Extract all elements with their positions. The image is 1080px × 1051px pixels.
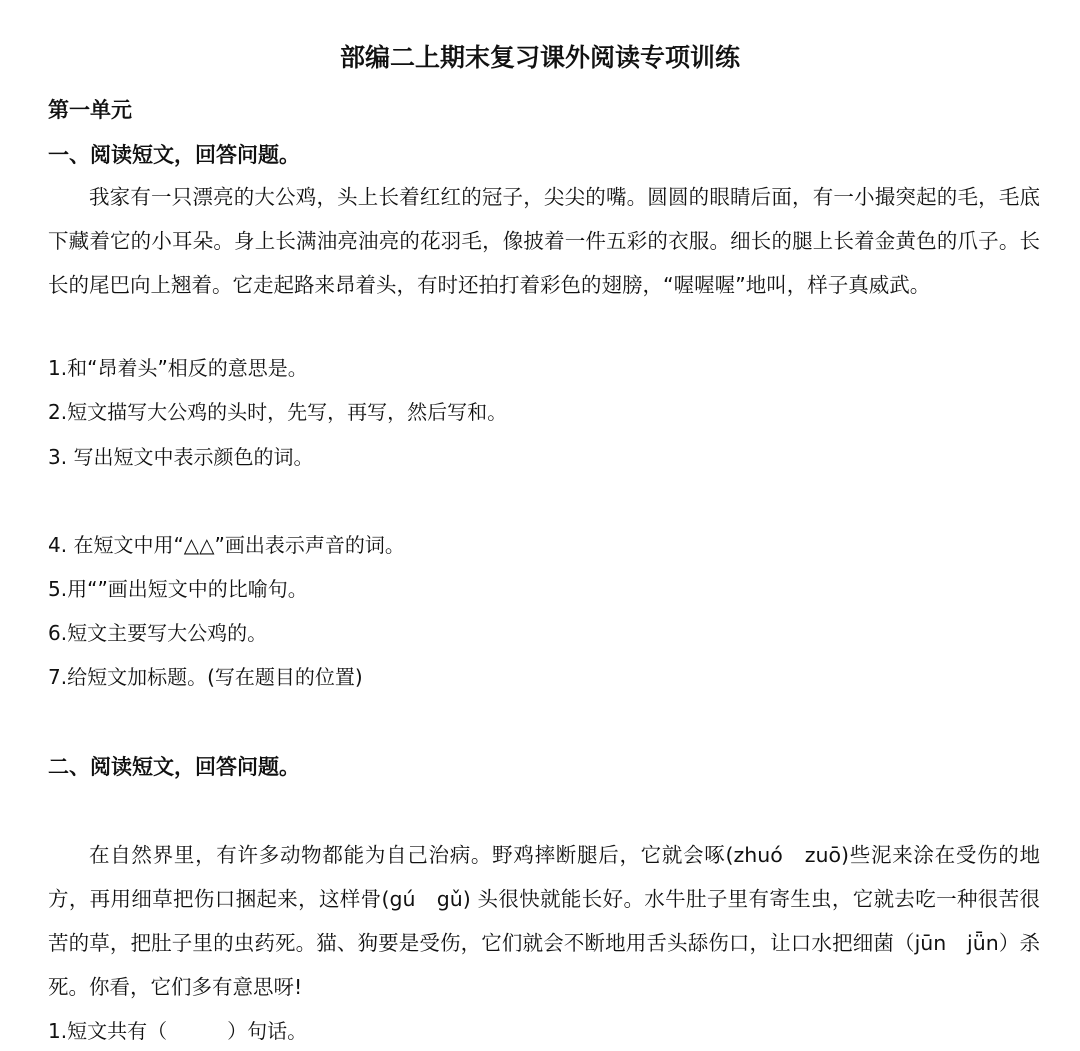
section1-question-6: 6.短文主要写大公鸡的。 xyxy=(48,621,268,645)
section1-question-4: 4. 在短文中用“△△”画出表示声音的词。 xyxy=(48,533,405,557)
section2-heading: 二、阅读短文，回答问题。 xyxy=(48,755,300,779)
section2-passage: 在自然界里，有许多动物都能为自己治病。野鸡摔断腿后，它就会啄(zhuó zuō)些泥来涂在受伤的地方，再用细草把伤口捆起来，这样骨(gú gǔ) 头很快就能长好。水牛肚子里有寄生虫，它就去吃一种很苦很苦的草，把肚子里的虫药死。猫、狗要是受伤，它们就会不断地用舌头舔伤口，让口水把细菌（jūn jǖn）杀死。你看，它们多有意思呀! xyxy=(48,843,1040,999)
unit-heading: 第一单元 xyxy=(48,98,132,122)
section1-question-3: 3. 写出短文中表示颜色的词。 xyxy=(48,445,314,469)
document-title: 部编二上期末复习课外阅读专项训练 xyxy=(339,43,740,72)
section1-question-5: 5.用“”画出短文中的比喻句。 xyxy=(48,577,308,601)
section1-heading: 一、阅读短文，回答问题。 xyxy=(48,143,300,167)
section1-passage: 我家有一只漂亮的大公鸡，头上长着红红的冠子，尖尖的嘴。圆圆的眼睛后面，有一小撮突起的毛，毛底下藏着它的小耳朵。身上长满油亮油亮的花羽毛，像披着一件五彩的衣服。细长的腿上长着金黄色的爪子。长长的尾巴向上翘着。它走起路来昂着头，有时还拍打着彩色的翅膀，“喔喔喔”地叫，样子真威武。 xyxy=(48,185,1040,297)
section2-question-1: 1.短文共有（ ）句话。 xyxy=(48,1019,308,1043)
section1-question-2: 2.短文描写大公鸡的头时，先写，再写，然后写和。 xyxy=(48,400,508,424)
section1-question-1: 1.和“昂着头”相反的意思是。 xyxy=(48,356,308,380)
section1-question-7: 7.给短文加标题。(写在题目的位置) xyxy=(48,665,363,689)
